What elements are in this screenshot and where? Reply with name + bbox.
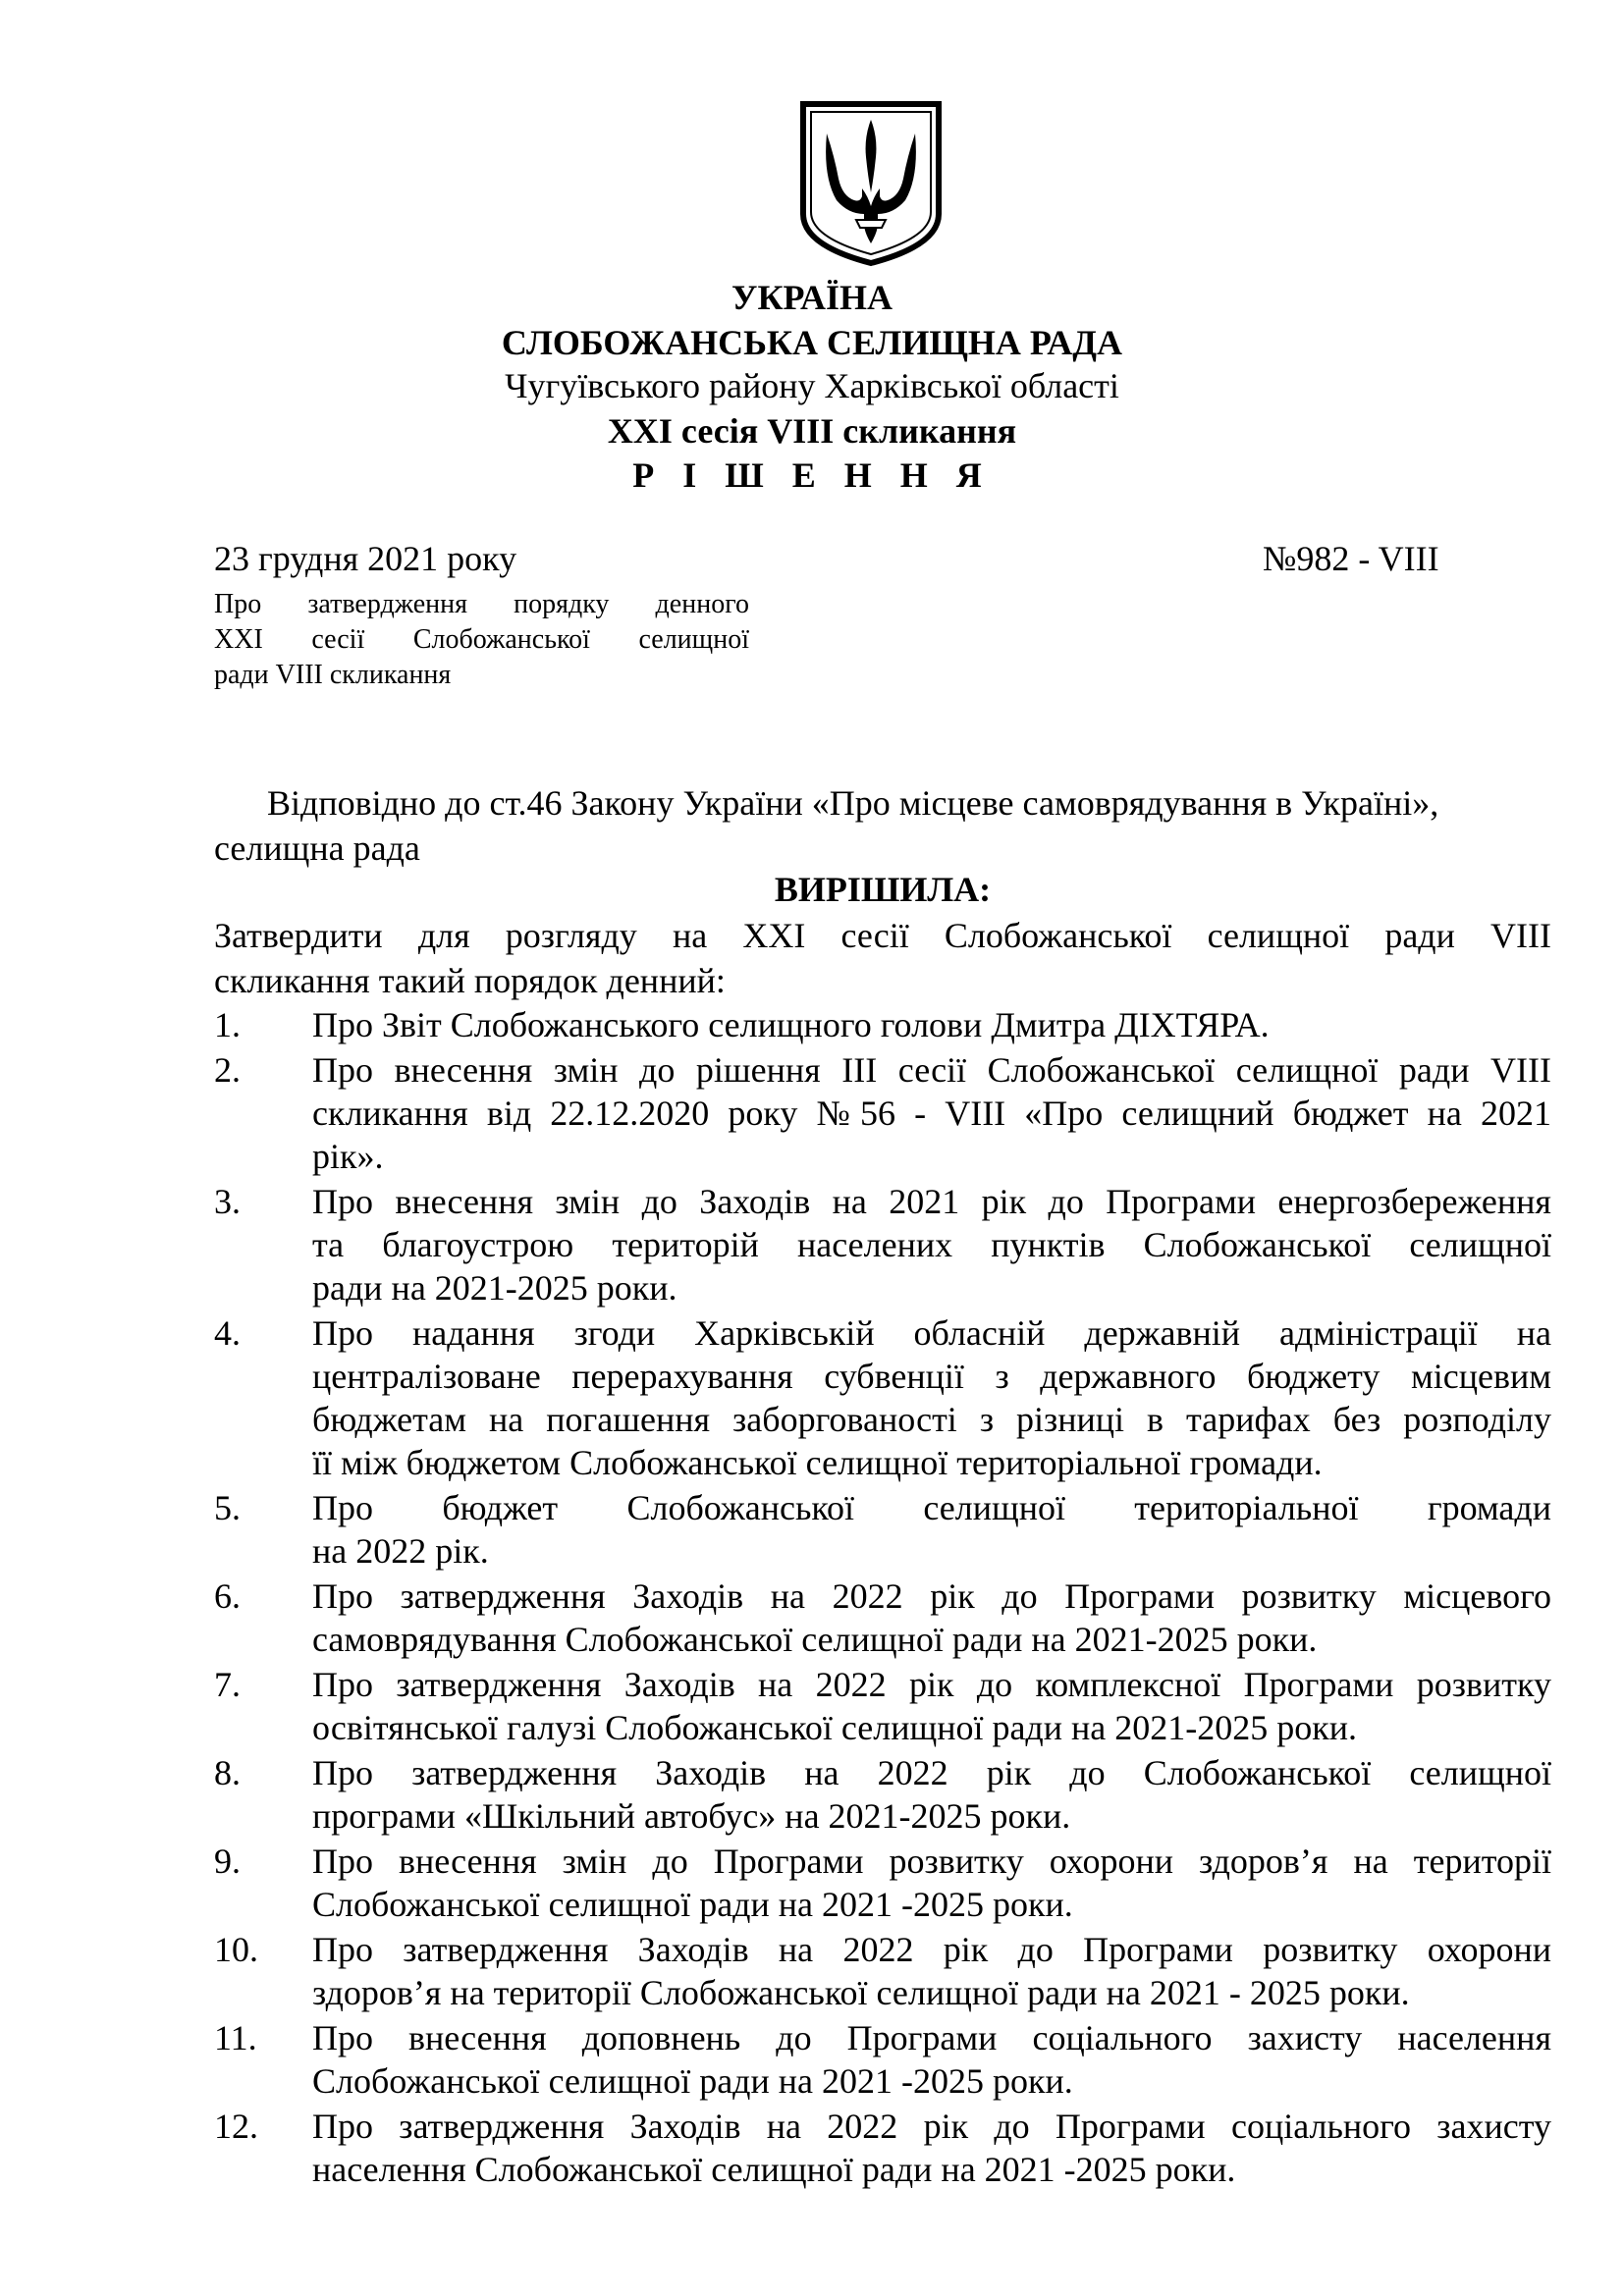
agenda-item-number: 1. [214, 1005, 241, 1044]
country-heading: УКРАЇНА [731, 278, 893, 317]
agenda-item [214, 1575, 1551, 1661]
agenda-item-line: Про внесення доповнень до Програми соціального захисту населення [312, 2018, 1551, 2057]
session-heading: XXI сесія VIII скликання [607, 411, 1017, 451]
agenda-item [214, 1663, 1551, 1749]
agenda-item [214, 1003, 1551, 1046]
agenda-item [214, 1311, 1551, 1484]
preamble-line: Відповідно до ст.46 Закону України «Про місцеве самоврядування в Україні», [267, 783, 1439, 823]
agenda-item [214, 1751, 1551, 1838]
agenda-item-text [312, 1928, 1551, 2014]
agenda-item-line: бюджетам на погашення заборгованості з різниці в тарифах без розподілу [312, 1400, 1551, 1439]
agenda-item-line: та благоустрою територій населених пунктів Слобожанської селищної [312, 1225, 1551, 1264]
agenda-item [214, 2105, 1551, 2191]
document-type-heading: Р І Ш Е Н Н Я [632, 455, 992, 495]
agenda-item-line: здоров’я на території Слобожанської селищної ради на 2021 - 2025 роки. [312, 1973, 1410, 2012]
subject-line: ради VIII скликання [214, 660, 452, 690]
agenda-item-line: на 2022 рік. [312, 1531, 489, 1571]
agenda-item-text [312, 2105, 1551, 2191]
agenda-item [214, 1928, 1551, 2014]
agenda-item-line: самоврядування Слобожанської селищної ради на 2021-2025 роки. [312, 1620, 1318, 1659]
council-heading: СЛОБОЖАНСЬКА СЕЛИЩНА РАДА [501, 323, 1123, 362]
agenda-item-text [312, 2016, 1551, 2103]
district-heading: Чугуївського району Харківської області [505, 366, 1119, 405]
agenda-item-line: Про внесення змін до рішення III сесії Слобожанської селищної ради VIII [312, 1050, 1551, 1090]
resolved-heading: ВИРІШИЛА: [774, 870, 992, 909]
agenda-item-text [312, 1840, 1551, 1926]
agenda-item [214, 1486, 1551, 1573]
agenda-item-line: Про надання згоди Харківській обласній державній адміністрації на [312, 1313, 1551, 1353]
subject-line: XXI сесії Слобожанської селищної [214, 624, 749, 655]
trident-emblem-icon [797, 98, 945, 267]
agenda-list [214, 1003, 1551, 2193]
agenda-item-line: Про затвердження Заходів на 2022 рік до Слобожанської селищної [312, 1753, 1551, 1792]
agenda-item-line: скликання від 22.12.2020 року №56 - VIII «Про селищний бюджет на 2021 [312, 1094, 1551, 1133]
subject-line: Про затвердження порядку денного [214, 589, 749, 619]
agenda-item-text [312, 1575, 1551, 1661]
agenda-item [214, 1180, 1551, 1309]
agenda-item-line: Про внесення змін до Заходів на 2021 рік до Програми енергозбереження [312, 1182, 1551, 1221]
agenda-item-line: централізоване перерахування субвенції з державного бюджету місцевим [312, 1357, 1551, 1396]
agenda-item-number: 10. [214, 1930, 258, 1969]
agenda-item-number: 6. [214, 1576, 241, 1616]
agenda-item-line: Про затвердження Заходів на 2022 рік до комплексної Програми розвитку [312, 1665, 1551, 1704]
agenda-item-number: 4. [214, 1313, 241, 1353]
agenda-item-number: 11. [214, 2018, 257, 2057]
agenda-item-line: населення Слобожанської селищної ради на 2021 -2025 роки. [312, 2150, 1236, 2189]
agenda-item-line: Слобожанської селищної ради на 2021 -2025 роки. [312, 2061, 1073, 2101]
agenda-item-line: Про Звіт Слобожанського селищного голови Дмитра ДІХТЯРА. [312, 1005, 1270, 1044]
intro-line: Затвердити для розгляду на XXI сесії Слобожанської селищної ради VIII [214, 916, 1551, 955]
decision-date: 23 грудня 2021 року [214, 539, 517, 578]
agenda-item-number: 9. [214, 1842, 241, 1881]
agenda-item-number: 2. [214, 1050, 241, 1090]
agenda-item-text [312, 1663, 1551, 1749]
agenda-item-text [312, 1311, 1551, 1484]
agenda-item-text [312, 1003, 1551, 1046]
agenda-item-text [312, 1751, 1551, 1838]
agenda-item-line: Про внесення змін до Програми розвитку охорони здоров’я на території [312, 1842, 1551, 1881]
agenda-item-text [312, 1048, 1551, 1178]
agenda-item-line: рік». [312, 1137, 384, 1176]
agenda-item [214, 1840, 1551, 1926]
intro-line: скликання такий порядок денний: [214, 961, 726, 1000]
preamble [214, 780, 1551, 871]
agenda-item-text [312, 1180, 1551, 1309]
agenda-item-line: Про бюджет Слобожанської селищної територіальної громади [312, 1488, 1551, 1527]
decision-subject [214, 587, 749, 693]
agenda-item-line: Слобожанської селищної ради на 2021 -2025 роки. [312, 1885, 1073, 1924]
agenda-item-number: 7. [214, 1665, 241, 1704]
agenda-item-number: 12. [214, 2107, 258, 2146]
decision-number: №982 - VIII [1263, 539, 1439, 578]
agenda-item [214, 1048, 1551, 1178]
agenda-item-number: 8. [214, 1753, 241, 1792]
agenda-item-line: освітянської галузі Слобожанської селищної ради на 2021-2025 роки. [312, 1708, 1358, 1747]
agenda-item-text [312, 1486, 1551, 1573]
agenda-item-line: її між бюджетом Слобожанської селищної територіальної громади. [312, 1443, 1323, 1482]
agenda-item-line: Про затвердження Заходів на 2022 рік до Програми розвитку охорони [312, 1930, 1551, 1969]
agenda-item-line: Про затвердження Заходів на 2022 рік до Програми розвитку місцевого [312, 1576, 1551, 1616]
agenda-item-line: програми «Шкільний автобус» на 2021-2025 роки. [312, 1796, 1071, 1836]
agenda-item-line: Про затвердження Заходів на 2022 рік до Програми соціального захисту [312, 2107, 1551, 2146]
intro-paragraph [214, 913, 1551, 1003]
agenda-item-number: 3. [214, 1182, 241, 1221]
agenda-item-number: 5. [214, 1488, 241, 1527]
preamble-line: селищна рада [214, 828, 420, 868]
agenda-item-line: ради на 2021-2025 роки. [312, 1268, 677, 1308]
agenda-item [214, 2016, 1551, 2103]
